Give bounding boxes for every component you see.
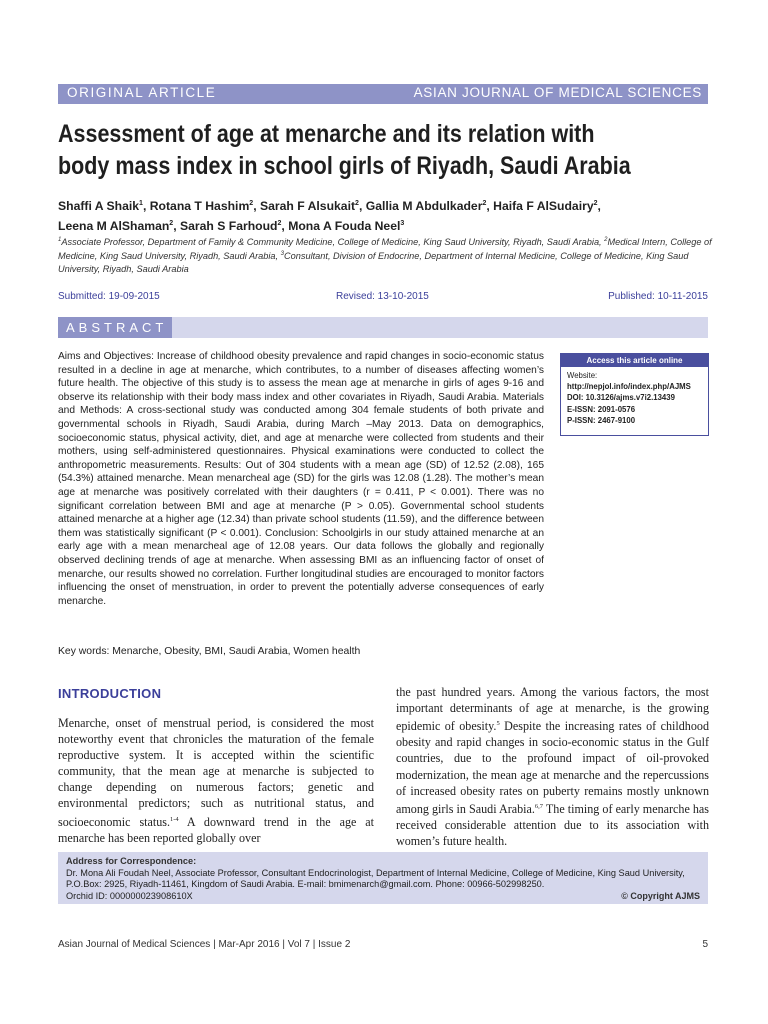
intro-text: The timing of early menarche has received considerable attention due to its association with women’s future health. — [396, 801, 709, 848]
author-affiliation-mark: 2 — [169, 220, 174, 228]
abstract-header-bar — [58, 317, 708, 338]
article-title-line-1: Assessment of age at menarche and its relation with — [58, 120, 595, 148]
copyright-notice: © Copyright AJMS — [621, 891, 700, 901]
journal-name-label: ASIAN JOURNAL OF MEDICAL SCIENCES — [413, 85, 702, 100]
author-separator: , — [486, 199, 494, 214]
intro-text: Menarche, onset of menstrual period, is considered the most noteworthy event that chronicles the maturation of the female reproductive system. It is accepted within the scientific community, that the mean age at menarche is subjected to change depending on numerous factors; genetic and environmental predictors; such as nutritional status, and socioeconomic status. — [58, 716, 374, 829]
author-name: Rotana T Hashim — [149, 199, 250, 214]
article-dates — [58, 291, 708, 305]
citation-ref[interactable]: 1-4 — [170, 815, 179, 823]
abstract-text: Aims and Objectives: Increase of childhood obesity prevalence and rapid changes in socio-economic status resulted in a decline in age at menarche, which contributes, to a number of diseases affecting women’s future health. The objective of this study is to assess the mean age at menarche in girls of ages 9-16 and observe its relationship with their body mass index and other covariates in Riyadh, Saudi Arabia. Materials and Methods: A cross-sectional study was conducted among 304 female students of both private and governmental schools in Riyadh, Saudi Arabia, during March –May 2013. Data on demographics, socioeconomic status, physical activity, diet, and age at menarche were collected from students and their mothers, using self-administered questionnaires. Physical examinations were conducted to collect the anthropometric measurements. Results: Out of 304 students with a mean age (SD) of 12.52 (2.08), 165 (54.3%) attained menarche. Mean menarcheal age (SD) for the girls was 12.08 (1.28). The mother’s mean age at menarche was positively correlated with their daughters (r = 0.411, P < 0.001). There was no significant correlation between BMI and age at menarche (P > 0.05). Governmental school students attained menarche at a higher age (12.34) than private school students (11.59), and the difference between them was statistically significant (P < 0.001). Conclusion: Schoolgirls in our study attained menarche at an early age with a mean menarcheal age of 12.08 years. Our data follows the globally and regionally observed declining trends of age at menarche. When assessing BMI as an influencing factor of onset of menarche, our results showed no correlation. Further longitudinal studies are encouraged to monitor factors influencing the onset of menstruation, in order to prevent the potentially adverse consequences of early menarche. — [58, 351, 544, 607]
affiliation-2: Medical Intern, College of Medicine, King Saud University, Riyadh, Saudi Arabia, — [58, 237, 712, 262]
author-name: Leena M AlShaman — [58, 219, 170, 234]
eissn-text: E-ISSN: 2091-0576 — [567, 404, 636, 414]
author-affiliation-mark: 1 — [139, 200, 143, 207]
introduction-column-2 — [396, 684, 709, 849]
article-title-line-2: body mass index in school girls of Riyadh, Saudi Arabia — [58, 152, 631, 180]
author-name: Haifa F AlSudairy — [493, 199, 594, 214]
article-type-label: ORIGINAL ARTICLE — [67, 85, 217, 100]
pissn-text: P-ISSN: 2467-9100 — [567, 415, 636, 425]
access-online-box — [560, 353, 709, 436]
published-date: Published: 10-11-2015 — [608, 291, 708, 302]
website-label: Website: — [567, 371, 598, 380]
abstract-label: ABSTRACT — [58, 317, 172, 338]
affiliation-mark: 2 — [604, 237, 608, 243]
orchid-id: Orchid ID: 000000023908610X — [66, 891, 193, 902]
correspondence-heading: Address for Correspondence: — [66, 856, 197, 866]
author-separator: , — [281, 219, 289, 234]
affiliation-1: Associate Professor, Department of Family & Community Medicine, College of Medicine, King Saud University, Riyadh, Saudi Arabia, — [61, 237, 602, 248]
keywords: Key words: Menarche, Obesity, BMI, Saudi Arabia, Women health — [58, 646, 361, 657]
website-link[interactable]: http://nepjol.info/index.php/AJMS — [567, 382, 691, 392]
page-footer — [58, 939, 708, 950]
author-affiliation-mark: 2 — [593, 200, 598, 207]
author-affiliation-mark: 2 — [277, 220, 282, 228]
author-name: Shaffi A Shaik — [58, 199, 140, 214]
footer-journal-info: Asian Journal of Medical Sciences | Mar-Apr 2016 | Vol 7 | Issue 2 — [58, 939, 351, 950]
author-separator: , — [142, 199, 150, 214]
author-name: Sarah F Alsukait — [259, 199, 356, 214]
intro-text: the past hundred years. Among the various factors, the most important determinants of age at menarche, is the growing epidemic of obesity. — [396, 685, 709, 734]
author-separator: , — [597, 199, 601, 214]
introduction-column-1 — [58, 715, 374, 846]
intro-text: Despite the increasing rates of childhood obesity and rapid changes in socio-economic status in the Gulf countries, due to the profound impact of oil-provoked modernization, the mean age at menarche and the repercussions of increased obesity rates on puberty remains mostly unknown among girls in Saudi Arabia. — [396, 719, 709, 816]
affiliations — [58, 234, 718, 275]
access-online-heading: Access this article online — [561, 354, 708, 367]
author-separator: , — [173, 219, 180, 234]
page-number: 5 — [702, 939, 708, 950]
doi-text: DOI: 10.3126/ajms.v7i2.13439 — [567, 393, 675, 403]
author-affiliation-mark: 2 — [355, 200, 359, 207]
affiliation-mark: 1 — [58, 237, 62, 243]
author-name: Mona A Fouda Neel — [288, 219, 401, 234]
author-separator: , — [253, 199, 260, 214]
affiliation-mark: 3 — [280, 251, 285, 258]
correspondence-box — [58, 852, 708, 904]
correspondence-address: Dr. Mona Ali Foudah Neel, Associate Professor, Consultant Endocrinologist, Department of Internal Medicine, College of Medicine, King Saud University, P.O.Box: 2925, Riyadh-11461, Kingdom of Saudi Arabia. E-mail: bmimenarch@gmail.com. Phone: 00966-502998250. — [66, 867, 685, 890]
author-affiliation-mark: 2 — [482, 200, 487, 207]
author-name: Sarah S Farhoud — [179, 219, 278, 234]
citation-ref[interactable]: 5 — [496, 720, 500, 728]
author-separator: , — [358, 199, 366, 214]
intro-text: A downward trend in the age at menarche has been reported globally over — [58, 814, 374, 845]
affiliation-3: Consultant, Division of Endocrine, Department of Internal Medicine, College of Medicine, King Saud University, Riyadh, Saudi Arabia — [58, 251, 689, 274]
author-affiliation-mark: 2 — [249, 200, 254, 207]
revised-date: Revised: 13-10-2015 — [336, 291, 429, 302]
citation-ref[interactable]: 6,7 — [534, 802, 544, 810]
author-affiliation-mark: 3 — [400, 220, 405, 228]
submitted-date: Submitted: 19-09-2015 — [58, 291, 160, 302]
article-title — [58, 118, 631, 182]
author-name: Gallia M Abdulkader — [365, 199, 483, 214]
introduction-heading: INTRODUCTION — [58, 686, 162, 701]
article-type-banner — [58, 84, 708, 104]
author-list — [58, 195, 708, 235]
